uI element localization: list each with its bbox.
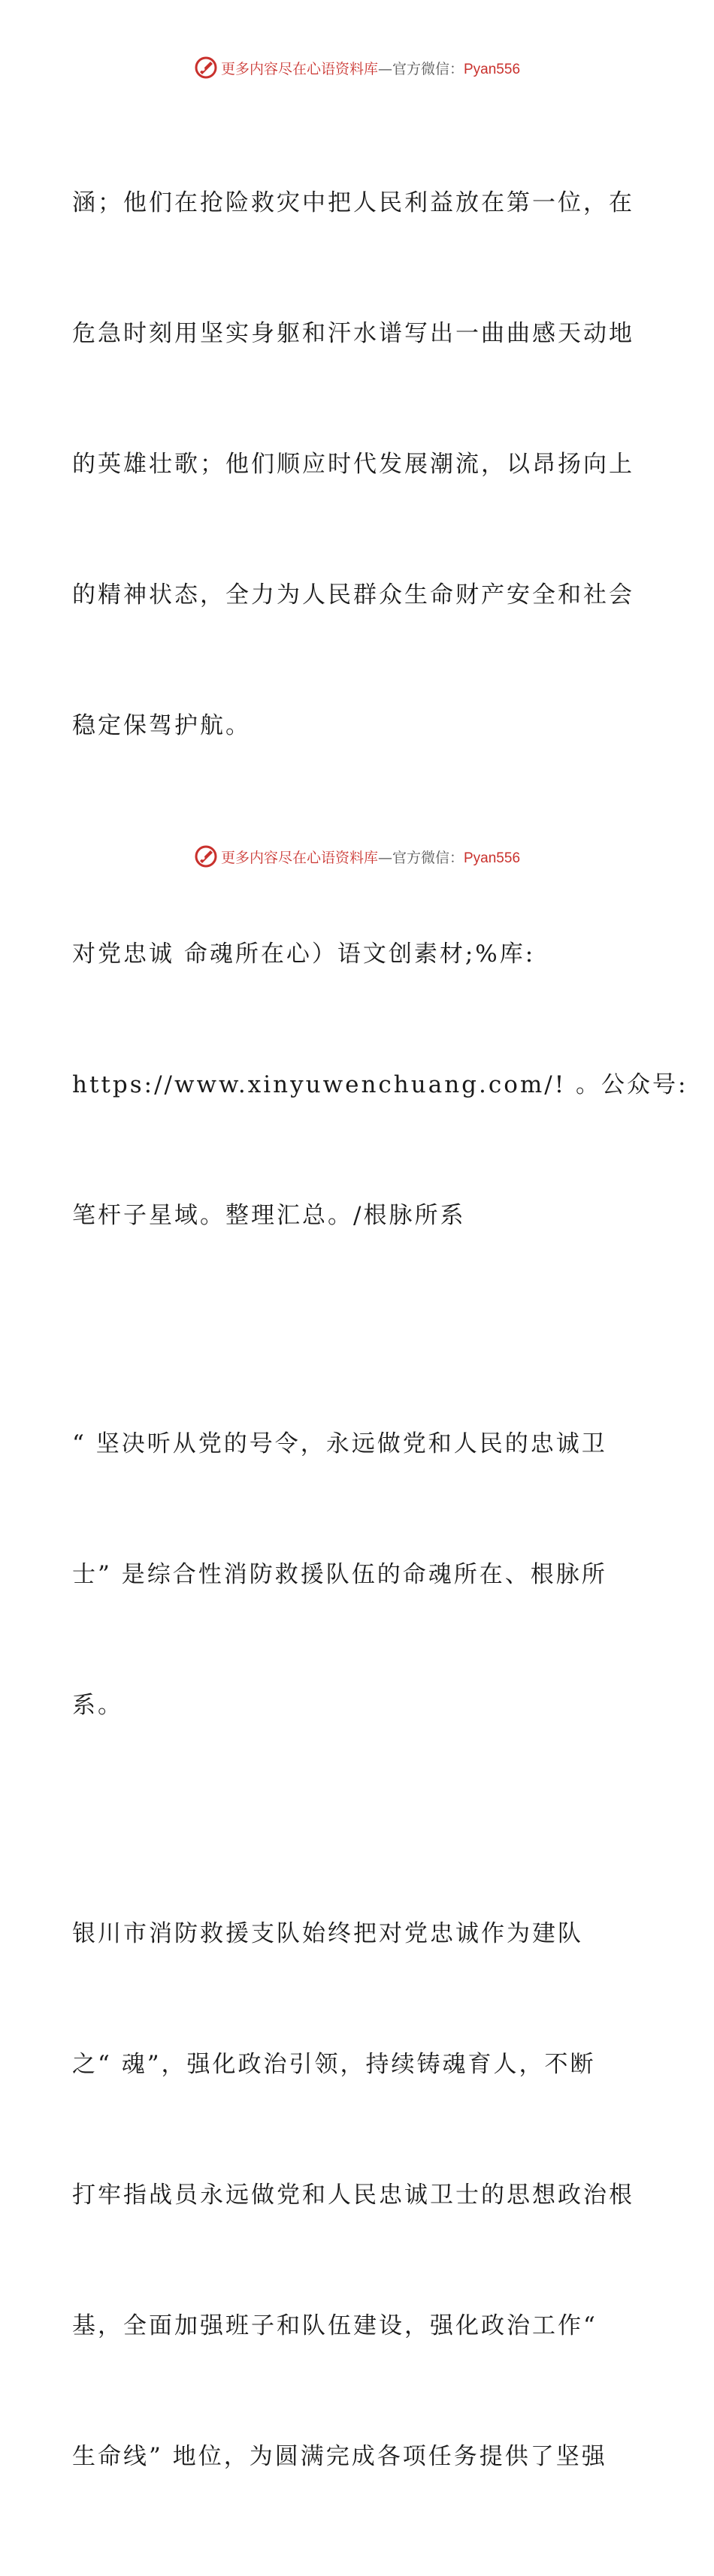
text-line: 涵；他们在抢险救灾中把人民利益放在第一位，在 [72, 189, 634, 216]
paragraph-4 [72, 1825, 643, 2565]
text-line: 的精神状态，全力为人民群众生命财产安全和社会 [72, 581, 634, 609]
paragraph-3 [72, 1335, 643, 1814]
text-line: 对党忠诚 命魂所在心）语文创素材;%库: [72, 941, 536, 968]
brand-logo-icon [194, 56, 218, 80]
document-body [72, 94, 688, 2576]
text-line: 系。 [72, 1692, 123, 1719]
banner-wechat-label: 官方微信： [392, 60, 464, 77]
header-banner [0, 53, 714, 83]
banner-text [221, 847, 520, 867]
text-line: 士” 是综合性消防救援队伍的命魂所在、根脉所 [72, 1561, 607, 1588]
banner-text [221, 58, 520, 78]
text-line: 稳定保驾护航。 [72, 712, 251, 739]
banner-main-text: 更多内容尽在心语资料库 [220, 849, 378, 866]
banner-separator: — [377, 60, 392, 77]
brand-logo-icon [194, 844, 218, 868]
text-line: 银川市消防救援支队始终把对党忠诚作为建队 [72, 1920, 583, 1947]
text-line: 生命线” 地位，为圆满完成各项任务提供了坚强 [72, 2443, 607, 2470]
text-line: 基，全面加强班子和队伍建设，强化政治工作“ [72, 2312, 598, 2339]
paragraph-1 [72, 94, 643, 835]
banner-wechat-id: Pyan556 [464, 850, 521, 866]
text-line: “ 坚决听从党的号令，永远做党和人民的忠诚卫 [72, 1430, 607, 1457]
text-line: 危急时刻用坚实身躯和汗水谱写出一曲曲感天动地 [72, 320, 634, 347]
text-line: 的英雄壮歌；他们顺应时代发展潮流，以昂扬向上 [72, 451, 634, 478]
banner-wechat-id: Pyan556 [464, 61, 521, 77]
footer-banner [0, 841, 714, 871]
banner-wechat-label: 官方微信： [392, 849, 464, 866]
text-line: 打牢指战员永远做党和人民忠诚卫士的思想政治根 [72, 2182, 634, 2209]
paragraph-2 [72, 845, 688, 1324]
banner-separator: — [377, 849, 392, 866]
text-line: 笔杆子星域。整理汇总。/根脉所系 [72, 1202, 466, 1229]
text-line: 之“ 魂”，强化政治引领，持续铸魂育人，不断 [72, 2051, 596, 2078]
text-line-url: https://www.xinyuwenchuang.com/! 。公众号: [72, 1071, 688, 1098]
banner-main-text: 更多内容尽在心语资料库 [220, 60, 378, 77]
